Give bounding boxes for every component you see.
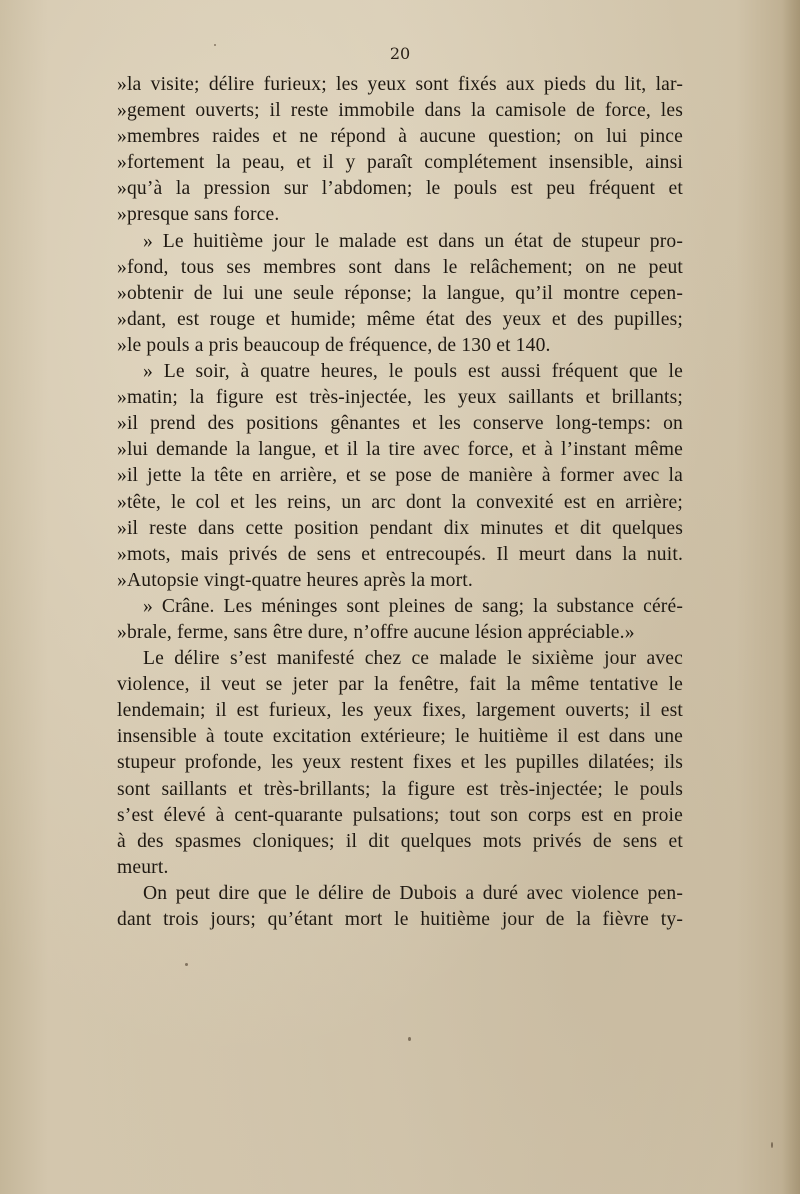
paper-speck bbox=[771, 1142, 773, 1148]
text-line: » Le huitième jour le malade est dans un état de stupeur pro- bbox=[143, 230, 683, 252]
text-line: »membres raides et ne répond à aucune question; on lui pince bbox=[117, 126, 683, 148]
text-line: »la visite; délire furieux; les yeux sont fixés aux pieds du lit, lar- bbox=[117, 74, 683, 95]
text-line: dant trois jours; qu’étant mort le huitième jour de la fièvre ty- bbox=[117, 909, 683, 930]
text-line: » Le soir, à quatre heures, le pouls est aussi fréquent que le bbox=[143, 361, 683, 383]
text-line: sont saillants et très-brillants; la figure est très-injectée; le pouls bbox=[117, 778, 683, 800]
text-line: » Crâne. Les méninges sont pleines de sang; la substance céré- bbox=[143, 595, 683, 617]
text-line: »le pouls a pris beaucoup de fréquence, de 130 et 140. bbox=[117, 334, 551, 356]
text-line: »dant, est rouge et humide; même état des yeux et des pupilles; bbox=[117, 308, 683, 330]
text-line: »obtenir de lui une seule réponse; la langue, qu’il montre cepen- bbox=[117, 282, 683, 304]
text-line: »qu’à la pression sur l’abdomen; le pouls est peu fréquent et bbox=[117, 178, 683, 200]
text-line: »il prend des positions gênantes et les conserve long-temps: on bbox=[117, 413, 683, 435]
paper-speck bbox=[408, 1037, 411, 1041]
text-line: meurt. bbox=[117, 856, 169, 878]
paper-speck bbox=[185, 963, 188, 966]
text-line: On peut dire que le délire de Dubois a duré avec violence pen- bbox=[143, 882, 683, 904]
page-edge-shadow bbox=[782, 0, 800, 1194]
text-line: »presque sans force. bbox=[117, 204, 280, 226]
text-line: »gement ouverts; il reste immobile dans la camisole de force, les bbox=[117, 100, 683, 122]
text-line: »Autopsie vingt-quatre heures après la mort. bbox=[117, 569, 473, 591]
text-line: »mots, mais privés de sens et entrecoupés. Il meurt dans la nuit. bbox=[117, 543, 683, 565]
text-line: violence, il veut se jeter par la fenêtre, fait la même tentative le bbox=[117, 674, 683, 696]
text-line: stupeur profonde, les yeux restent fixes et les pupilles dilatées; ils bbox=[117, 752, 683, 774]
page-number: 20 bbox=[389, 44, 411, 63]
text-line: »brale, ferme, sans être dure, n’offre aucune lésion appréciable.» bbox=[117, 621, 635, 643]
text-line: »il jette la tête en arrière, et se pose de manière à former avec la bbox=[117, 465, 683, 487]
text-line: Le délire s’est manifesté chez ce malade le sixième jour avec bbox=[143, 648, 683, 670]
paper-speck bbox=[214, 44, 216, 46]
text-line: »il reste dans cette position pendant dix minutes et dit quelques bbox=[117, 517, 683, 539]
text-line: insensible à toute excitation extérieure; le huitième il est dans une bbox=[117, 726, 683, 748]
body-text bbox=[117, 72, 683, 933]
text-line: lendemain; il est furieux, les yeux fixes, largement ouverts; il est bbox=[117, 700, 683, 722]
text-line: »tête, le col et les reins, un arc dont la convexité est en arrière; bbox=[117, 491, 683, 513]
text-line: »fond, tous ses membres sont dans le relâchement; on ne peut bbox=[117, 256, 683, 278]
text-line: »fortement la peau, et il y paraît complétement insensible, ainsi bbox=[117, 152, 683, 174]
text-line: à des spasmes cloniques; il dit quelques mots privés de sens et bbox=[117, 830, 683, 852]
text-line: s’est élevé à cent-quarante pulsations; tout son corps est en proie bbox=[117, 804, 683, 826]
text-line: »lui demande la langue, et il la tire avec force, et à l’instant même bbox=[117, 439, 683, 461]
text-line: »matin; la figure est très-injectée, les yeux saillants et brillants; bbox=[117, 387, 683, 409]
